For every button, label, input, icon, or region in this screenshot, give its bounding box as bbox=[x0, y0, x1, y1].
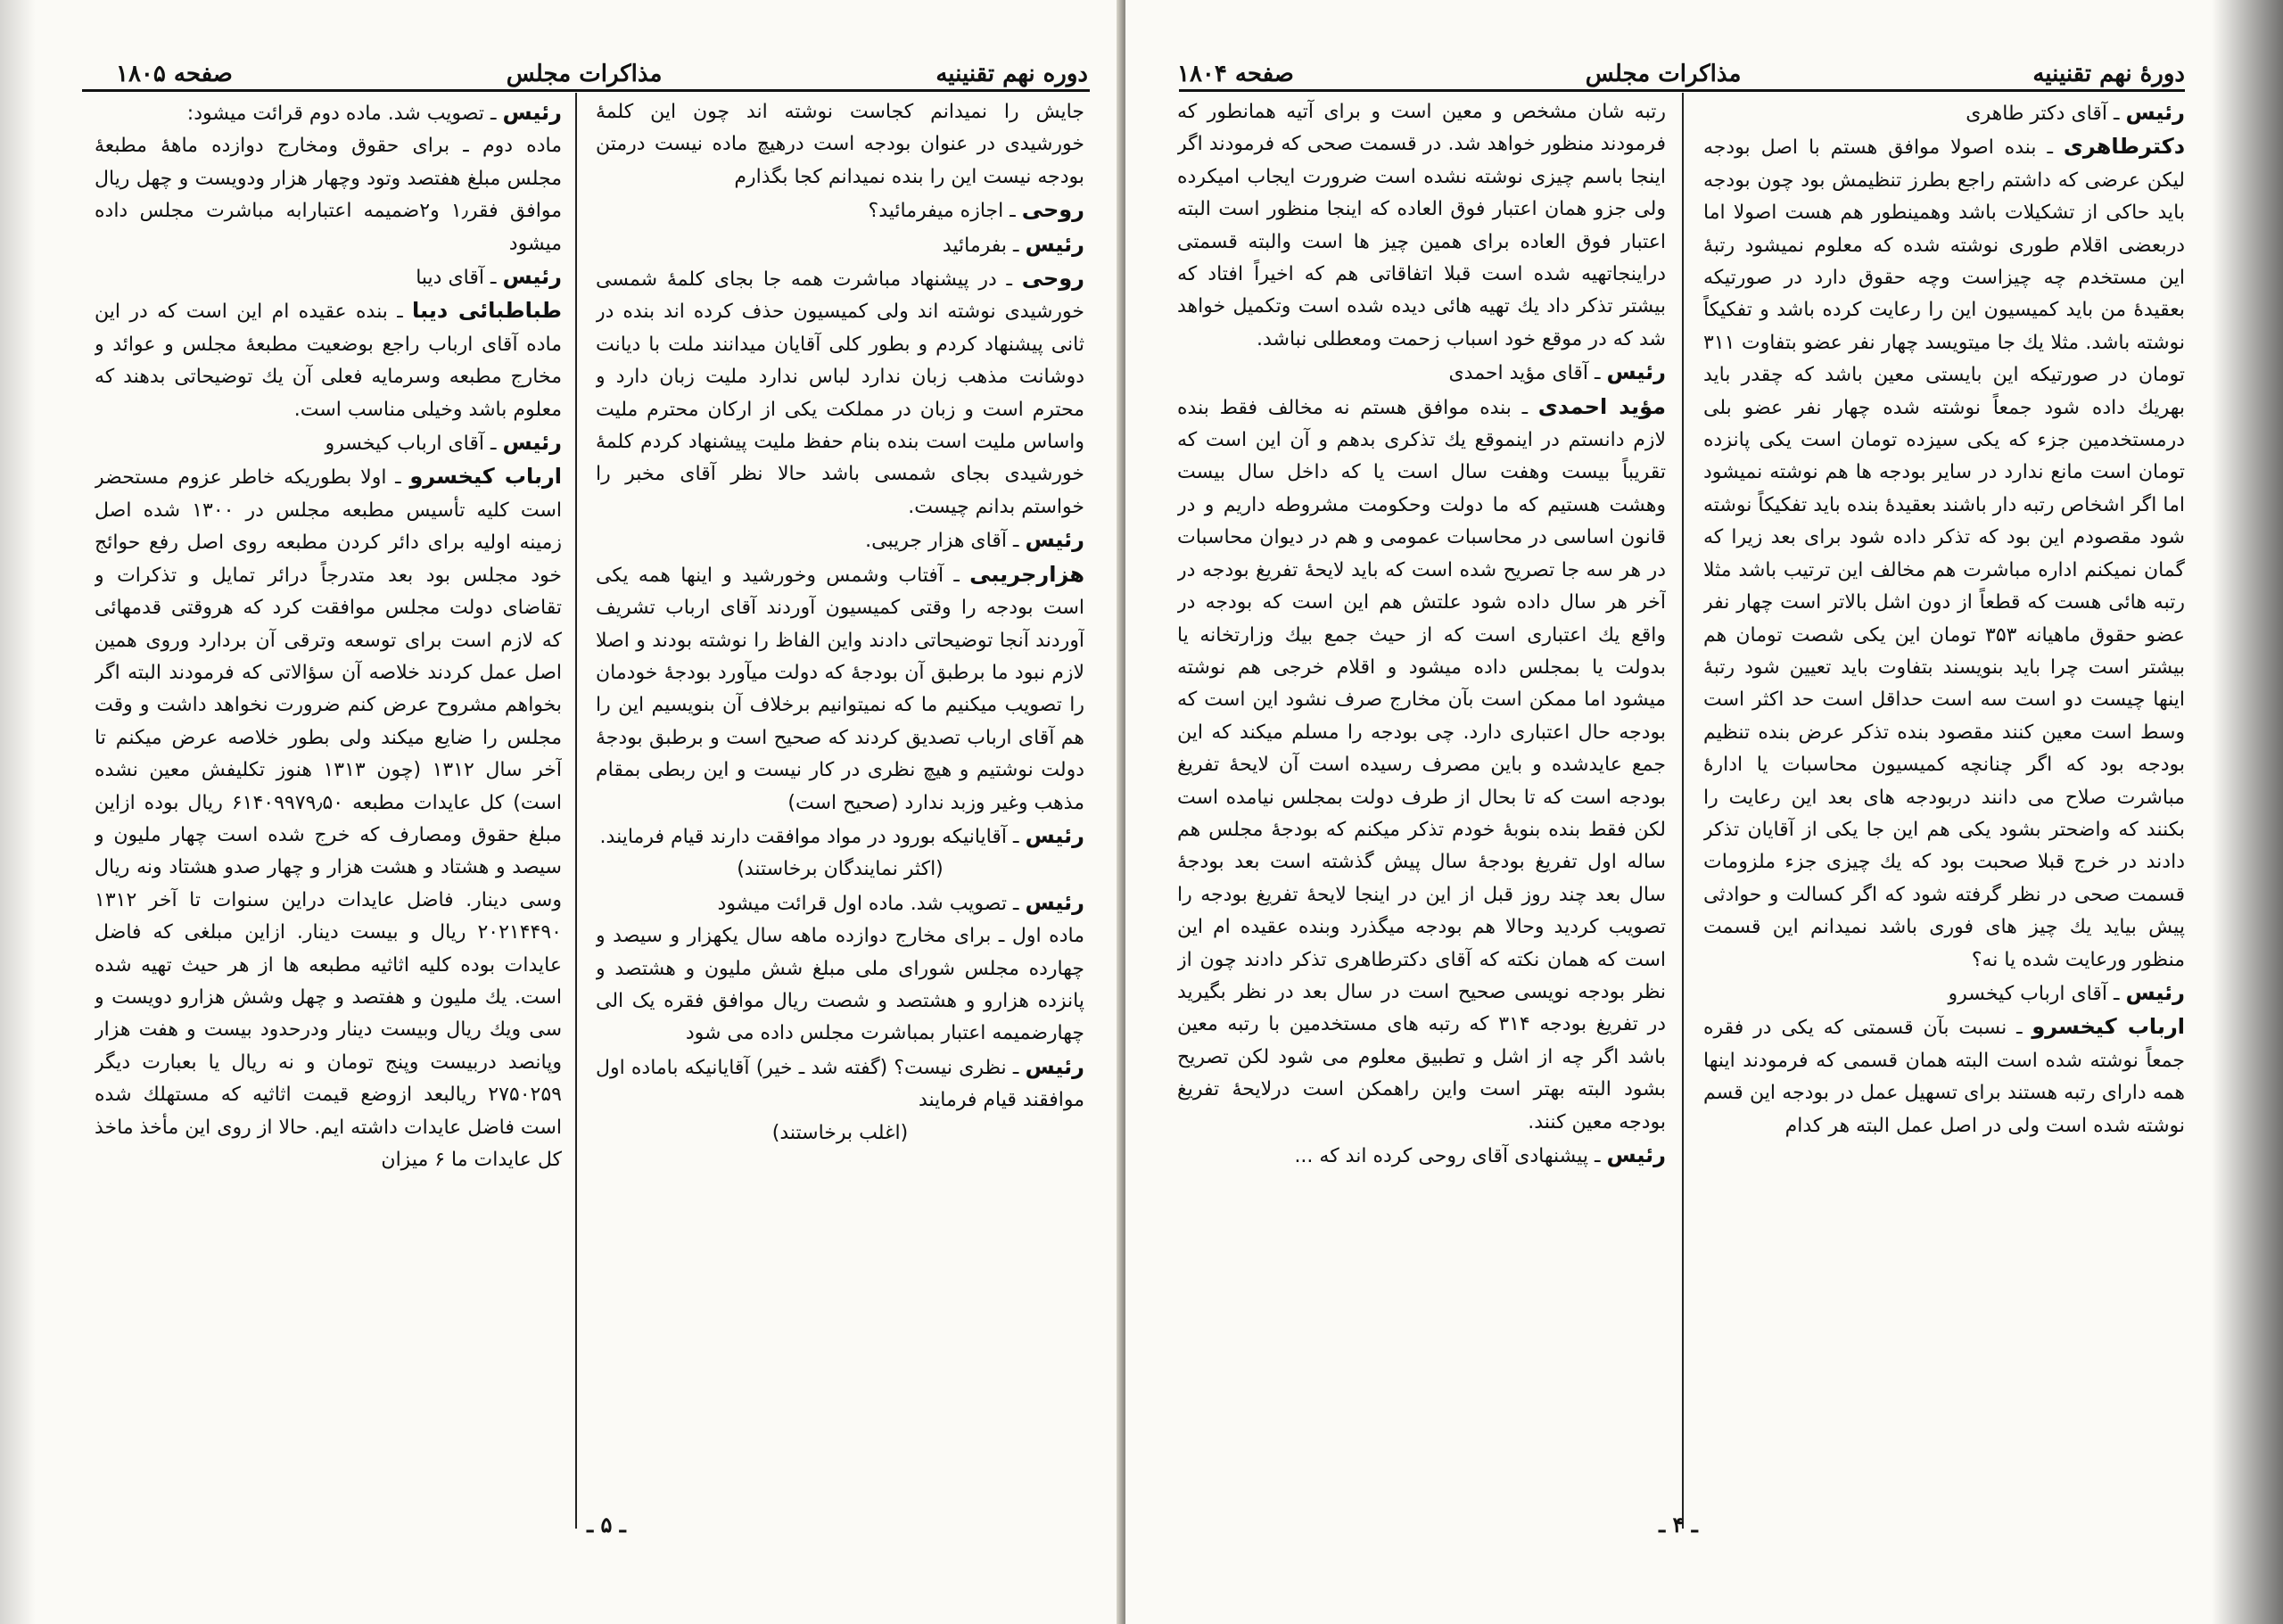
running-head bbox=[1177, 52, 2185, 87]
speaker-dash: ـ bbox=[1006, 1056, 1026, 1079]
speaker-name: رئیس bbox=[2125, 979, 2185, 1005]
speech-text: آقای دکتر طاهری bbox=[1966, 103, 2107, 125]
header-rule bbox=[82, 89, 1090, 92]
speech-paragraph bbox=[596, 194, 1084, 227]
speech-text: بنده عقیده ام این است که در این ماده آقای ارباب راجع بوضعیت مطبعهٔ مجلس و عوائد و مخارج مطبعه وسرمایه فعلی آن یك توضیحاتی بدهند که معلوم باشد وخیلی مناسب است. bbox=[95, 301, 562, 421]
speaker-name: روحی bbox=[1021, 266, 1084, 292]
speaker-dash: ـ bbox=[484, 433, 503, 456]
speech-text: بفرمائید bbox=[942, 234, 1007, 257]
speech-paragraph bbox=[596, 820, 1084, 853]
speech-text: آقای مؤید احمدی bbox=[1448, 362, 1588, 385]
speaker-dash: ـ bbox=[1588, 362, 1607, 385]
speech-paragraph bbox=[1703, 977, 2185, 1010]
speaker-name: رئیس bbox=[2125, 100, 2185, 125]
body-paragraph: رتبه شان مشخص و معین است و برای آتیه همانطور که فرمودند منظور خواهد شد. در قسمت صحی که فرمودند اگر اینجا باسم چیزی نوشته نشده است ضرورت ایجاب امیکرده ولی جزو همان اعتبار فوق العاده که اینجا منظور است البته اعتبار فوق العاده برای همین چیز ها است والبته قسمتی دراینجاتهیه شده است قبلا اتفاقاتی هم که اخیراً افتاد که بیشتر تذکر داد یك تهیه هائی دیده شده است وتکمیل خواهد شد که در موقع خود اسباب زحمت ومعطلی نباشد. bbox=[1177, 101, 1666, 350]
speaker-dash: ـ bbox=[1511, 396, 1538, 419]
speech-paragraph bbox=[1177, 356, 1666, 390]
page-edge-shadow bbox=[0, 0, 36, 1624]
speech-paragraph bbox=[95, 426, 562, 460]
speaker-name: رئیس bbox=[502, 264, 562, 290]
speech-text: بنده موافق هستم نه مخالف فقط بنده لازم دانستم در اینموقع یك تذکری بدهم و آن این است که تقریباً بیست وهفت سال است یا که داخل سال بیست وهشت هستیم که ما دولت وحکومت مشروطه داریم و در قانون اساسی در محاسبات عمومی و هم در دیوان محاسبات در هر سه جا تصریح شده است که باید لایحهٔ تفریغ بودجه در آخر هر سال داده شود علتش هم این است که بودجه در واقع یك اعتباری است که از حیث جمع بیك وزارتخانه یا بدولت یا بمجلس داده میشود و اقلام خرجی هم نوشته میشود اما ممکن است بآن مخارج صرف نشود این است که بودجه حال اعتباری دارد. چی بودجه را مسلم میکند که این جمع عایدشده و باین مصرف رسیده است آن لایحهٔ تفریغ بودجه است که تا بحال از طرف دولت بمجلس نیامده است لکن فقط بنده بنوبهٔ خودم تذکر میکنم که بودجهٔ مجلس هم ساله اول تفریغ بودجهٔ سال پیش گذشته است بعد بودجهٔ سال بعد چند روز قبل از این در اینجا لایحهٔ تفریغ بودجه را تصویب کردید وحالا هم بودجه میگذرد وبنده عقیده ام این است که همان نکته که آقای دکترطاهری تذکر دادند چون از نظر بودجه نویسی صحیح است در سال بعد در نظر بگیرید در تفریغ بودجه ۳۱۴ که رتبه های مستخدمین با رتبه معین باشد اگر چه از اشل و تطبیق معلوم می شود لکن تصریح بشود البته بهتر است واین راهمکن است درلایحهٔ تفریغ بودجه معین کنند. bbox=[1177, 396, 1666, 1134]
speaker-name: رئیس bbox=[1025, 822, 1084, 848]
speech-paragraph bbox=[1177, 1139, 1666, 1173]
speech-paragraph bbox=[95, 260, 562, 294]
speaker-dash: ـ bbox=[387, 301, 413, 324]
speech-paragraph bbox=[596, 228, 1084, 262]
speaker-dash: ـ bbox=[1007, 234, 1026, 257]
speech-paragraph bbox=[95, 460, 562, 1176]
speech-text: آفتاب وشمس وخورشید و اینها همه یکی است بودجه را وقتی کمیسیون آوردند آقای ارباب تشریف آوردند آنجا توضیحاتی دادند واین الفاظ را نوشته بودند و اصلا لازم نبود ما برطبق آن بودجهٔ که دولت میآورد بودجهٔ خودمان را تصویب میکنیم ما که نمیتوانیم برخلاف آن بنویسیم این را هم آقای ارباب تصدیق کردند که صحیح است و برطبق بودجهٔ دولت نوشتیم و هیچ نظری در کار نیست و این ربطی بمقام مذهب وغیر وزبد ندارد (صحیح است) bbox=[596, 564, 1084, 814]
speaker-name: دکترطاهری bbox=[2063, 134, 2185, 160]
speech-paragraph bbox=[596, 262, 1084, 523]
speaker-dash: ـ bbox=[1007, 530, 1026, 553]
speaker-name: ارباب کیخسرو bbox=[409, 464, 562, 490]
speaker-name: رئیس bbox=[1025, 1053, 1084, 1079]
speech-paragraph bbox=[95, 96, 562, 130]
speaker-name: رئیس bbox=[502, 100, 562, 125]
speech-text: آقای ارباب کیخسرو bbox=[1948, 982, 2107, 1005]
speaker-dash: ـ bbox=[2007, 1017, 2032, 1040]
speaker-dash: ـ bbox=[1588, 1145, 1607, 1167]
speech-text: تصویب شد. ماده اول قرائت میشود bbox=[717, 892, 1007, 915]
speaker-dash: ـ bbox=[944, 564, 970, 587]
speech-text: تصویب شد. ماده دوم قرائت میشود: bbox=[186, 103, 484, 125]
text-column-right bbox=[596, 96, 1084, 1523]
speech-text: نظری نیست؟ (گفته شد ـ خیر) آقایانیکه باماده اول موافقند قیام فرمایند bbox=[596, 1056, 1084, 1112]
speech-paragraph bbox=[1703, 96, 2185, 130]
header-rule bbox=[1179, 89, 2185, 92]
speech-paragraph bbox=[596, 523, 1084, 557]
speaker-dash: ـ bbox=[996, 268, 1022, 292]
page-folio: ـ ۵ ـ bbox=[587, 1512, 626, 1537]
body-paragraph: جایش را نمیدانم کجاست نوشته اند چون این کلمهٔ خورشیدی در عنوان بودجه است درهیچ ماده نیست درمتن بودجه نیست این را بنده نمیدانم کجا بگذارم bbox=[596, 101, 1084, 188]
speech-paragraph bbox=[596, 558, 1084, 820]
column-divider bbox=[1682, 93, 1684, 1529]
scan-edge-shadow bbox=[2212, 0, 2283, 1624]
text-column-right bbox=[1703, 96, 2185, 1523]
speech-paragraph bbox=[1177, 391, 1666, 1139]
speech-text: پیشنهادی آقای روحی کرده اند که ... bbox=[1294, 1145, 1588, 1167]
header-page-number: صفحه ۱۸۰۴ bbox=[1177, 61, 1294, 87]
speaker-dash: ـ bbox=[386, 466, 410, 490]
speech-text: نسبت بآن قسمتی که یکی در فقره جمعاً نوشته شده است البته همان قسمی که فرمودند اینها همه دارای رتبه هستند برای تسهیل عمل در بودجه این قسم نوشته شده است ولی در اصل عمل البته هر کدام bbox=[1703, 1017, 2185, 1137]
running-head bbox=[116, 52, 1088, 87]
stage-direction: (اغلب برخاستند) bbox=[771, 1121, 909, 1144]
page-folio: ـ ۴ ـ bbox=[1659, 1512, 1698, 1537]
column-divider bbox=[575, 93, 577, 1529]
speaker-dash: ـ bbox=[484, 103, 503, 125]
speech-text: در پیشنهاد مباشرت همه جا بجای کلمهٔ شمسی خورشیدی نوشته اند ولی کمیسیون حذف کرده اند بنده در ثانی پیشنهاد کردم و بطور کلی آقایان میدانند ملت با دیانت دوشانت مذهب زبان ندارد لباس ندارد ملیت زبان دارد و محترم است و زبان در مملکت یکی از ارکان محترم ملیت واساس ملیت است بنده بنام حفظ ملیت پیشنهاد کردم کلمهٔ خورشیدی بجای شمسی باشد حالا نظر آقای مخبر را خواستم بدانم چیست. bbox=[596, 268, 1084, 518]
speaker-name: هزارجریبی bbox=[969, 561, 1084, 587]
right-page bbox=[1125, 0, 2283, 1624]
speaker-name: مؤید احمدی bbox=[1537, 393, 1666, 419]
speech-paragraph bbox=[596, 1051, 1084, 1117]
text-column-left bbox=[1177, 96, 1666, 1523]
speaker-dash: ـ bbox=[484, 267, 503, 290]
header-title: مذاکرات مجلس bbox=[506, 61, 663, 87]
header-session: دورهٔ نهم تقنینیه bbox=[2032, 61, 2185, 87]
speaker-dash: ـ bbox=[1003, 200, 1022, 223]
speech-paragraph bbox=[596, 886, 1084, 920]
header-page-number: صفحه ۱۸۰۵ bbox=[116, 61, 233, 87]
speaker-name: ارباب کیخسرو bbox=[2032, 1014, 2185, 1040]
speaker-name: رئیس bbox=[502, 430, 562, 456]
header-session: دوره نهم تقنینیه bbox=[935, 61, 1088, 87]
body-paragraph: ماده اول ـ برای مخارج دوازده ماهه سال یکهزار و سیصد و چهارده مجلس شورای ملی مبلغ شش ملیون و هشتصد و پانزده هزارو و هشتصد و شصت ریال موافق فقره یک الی چهارضمیمه اعتبار بمباشرت مجلس داده می شود bbox=[596, 925, 1084, 1045]
speaker-dash: ـ bbox=[2107, 982, 2126, 1005]
speech-text: آقای هزار جریبی. bbox=[865, 530, 1007, 553]
speech-paragraph bbox=[1703, 130, 2185, 977]
speaker-dash: ـ bbox=[1007, 825, 1026, 848]
speaker-name: رئیس bbox=[1025, 527, 1084, 553]
stage-direction: (اکثر نمایندگان برخاستند) bbox=[737, 858, 944, 881]
speaker-name: رئیس bbox=[1025, 231, 1084, 257]
header-title: مذاکرات مجلس bbox=[1585, 61, 1742, 87]
speaker-name: رئیس bbox=[1025, 889, 1084, 915]
speaker-name: روحی bbox=[1021, 197, 1084, 223]
speech-text: آقایانیکه بورود در مواد موافقت دارند قیام فرمایند. bbox=[599, 825, 1007, 848]
speaker-dash: ـ bbox=[1007, 892, 1026, 915]
body-paragraph: ماده دوم ـ برای حقوق ومخارج دوازده ماههٔ مطبعهٔ مجلس مبلغ هفتصد وتود وچهار هزار ودویست و چهل ریال موافق فقر۱٫ و۲ضمیمه اعتبارابه مباشرت مجلس داده میشود bbox=[95, 135, 562, 255]
left-page bbox=[0, 0, 1125, 1624]
speech-text: آقای ارباب کیخسرو bbox=[325, 433, 484, 456]
speech-paragraph bbox=[1703, 1010, 2185, 1142]
speaker-dash: ـ bbox=[2036, 136, 2064, 160]
speaker-name: طباطبائی دیبا bbox=[412, 298, 562, 324]
text-column-left bbox=[95, 96, 562, 1523]
speech-paragraph bbox=[95, 294, 562, 426]
speaker-name: رئیس bbox=[1606, 359, 1666, 385]
speaker-name: رئیس bbox=[1606, 1142, 1666, 1167]
speech-text: بنده اصولا موافق هستم با اصل بودجه لیکن عرضی که داشتم راجع بطرز تنظیمش بود چون بودجه باید حاکی از تشکیلات باشد وهمینطور هم هست اصولا اما دربعضی اقلام طوری نوشته شده که معلوم نمیشود رتبهٔ این مستخدم چه چیزاست وچه حقوق دارد در صورتیکه بعقیدهٔ من باید کمیسیون این را رعایت کرده باشد و تفکیکاً نوشته باشد. مثلا یك جا میتویسد چهار نفر عضو بتفاوت ۳۱۱ تومان در صورتیکه این بایستی معین باشد که چقدر باید بهریك داده شود جمعاً نوشته شده چهار نفر عضو بلی درمستخدمین جزء که یکی سیزده تومان است یکی پانزده تومان است مانع ندارد در سایر بودجه ها هم نوشته نمیشود اما اگر اشخاص رتبه دار باشند بعقیدهٔ بنده باید تفکیکاً نوشته شود مقصودم این بود که تذکر داده شود برای بعد زیرا که گمان نمیکنم اداره مباشرت هم مخالف این ترتیب باشد مثلا رتبه هائی هست که قطعاً از دون اشل بالاتر است چهار نفر عضو حقوق ماهیانه ۳۵۳ تومان این یکی شصت تومان هم بیشتر است چرا باید بنویسند بتفاوت باید تعیین شود رتبهٔ اینها چیست دو است سه است حداقل است حد اکثر است وسط است معین کنند مقصود بنده تذکر عرض بنده تنظیم بودجه بود که اگر چنانچه کمیسیون محاسبات یا ادارهٔ مباشرت صلاح می دانند دربودجه های بعد این رعایت را بکنند که واضحتر بشود یکی هم این جا یکی از آقایان تذکر دادند در خرج قبلا صحبت بود که یك چیزی جزء ملزومات قسمت صحی در نظر گرفته شود که اگر کسالت و حوادثی پیش بیاید یك چیز های فوری باشد نمیدانم این قسمت منظور ورعایت شده یا نه؟ bbox=[1703, 136, 2185, 971]
speaker-dash: ـ bbox=[2107, 103, 2126, 125]
speech-text: اجازه میفرمائید؟ bbox=[868, 200, 1004, 223]
speech-text: اولا بطوریکه خاطر عزوم مستحضر است کلیه تأسیس مطبعه مجلس در ۱۳۰۰ شده اصل زمینه اولیه برای دائر کردن مطبعه روی اصل رفع حوائج خود مجلس بود بعد متدرجاً درائر تمایل و تذکرات و تقاضای دولت مجلس موافقت کرد که هروقتی قدمهائی که لازم است برای توسعه وترقی آن بردارد وروی همین اصل عمل کردند خلاصه آن سؤالاتی که فرمودند البته اگر بخواهم مشروح عرض کنم ضرورت نخواهد داشت و وقت مجلس را ضایع میکند ولی بطور خلاصه عرض میکنم تا آخر سال ۱۳۱۲ (چون ۱۳۱۳ هنوز تکلیفش معین نشده است) کل عایدات مطبعه ۶۱۴۰۹۹۷۹٫۵۰ ریال بوده ازاین مبلغ حقوق ومصارف که خرج شده است چهار ملیون و سیصد و هشتاد و هشت هزار و چهار صدو هشتاد ونه ریال وسی دینار. فاضل عایدات دراین سنوات تا آخر ۱۳۱۲ ۲۰۲۱۴۴۹۰ ریال و بیست دینار. ازاین مبلغی که فاضل عایدات بوده کلیه اثاثیه مطبعه ها از هر حیث تهیه شده است. یك ملیون و هفتصد و چهل وشش هزارو دویست و سی ویك ریال وبیست دینار ودرحدود بیست و هفت هزار وپانصد دربیست وپنج تومان و نه ریال یا بعبارت دیگر ۲۷۵۰۲۵۹ ریالبعد ازوضع قیمت اثاثیه که مستهلك شده است فاضل عایدات داشته ایم. حالا از روی این مأخذ ماخذ کل عایدات ما ۶ میزان bbox=[95, 466, 562, 1171]
speech-text: آقای دیبا bbox=[416, 267, 484, 290]
